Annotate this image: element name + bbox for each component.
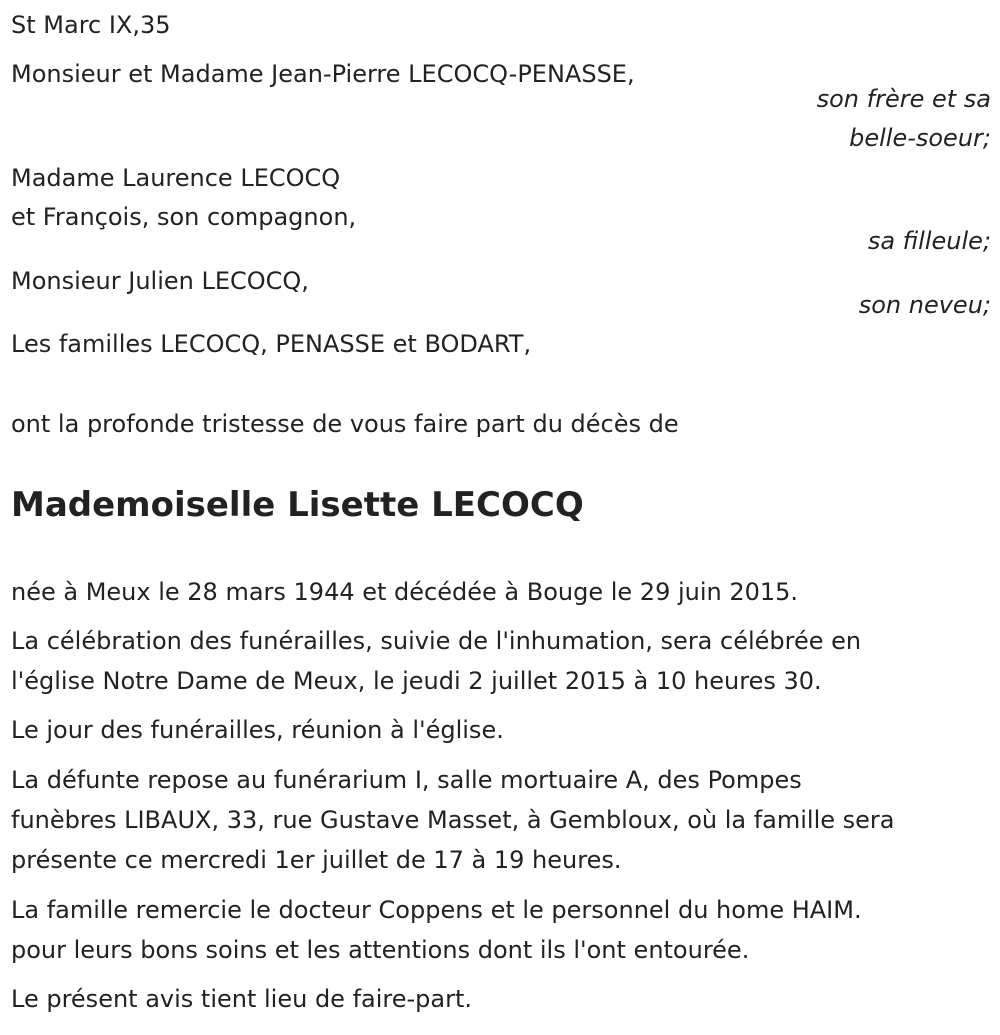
relation-1-line-1: son frère et sa [816,85,991,113]
bible-verse: St Marc IX,35 [11,11,171,39]
ceremony-line-1: La célébration des funérailles, suivie de l'inhumation, sera célébrée en [11,627,862,655]
thanks-line-2: pour leurs bons soins et les attentions dont ils l'ont entourée. [11,936,750,964]
relation-1-line-2: belle-soeur; [849,124,991,152]
announcement-text: ont la profonde tristesse de vous faire part du décès de [11,410,679,438]
visitation-line-1: La défunte repose au funérarium I, salle mortuaire A, des Pompes [11,766,802,794]
ceremony-line-2: l'église Notre Dame de Meux, le jeudi 2 juillet 2015 à 10 heures 30. [11,667,822,695]
birth-death-dates: née à Meux le 28 mars 1944 et décédée à Bouge le 29 juin 2015. [11,578,799,606]
visitation-line-2: funèbres LIBAUX, 33, rue Gustave Masset, à Gembloux, où la famille sera [11,806,895,834]
visitation-line-3: présente ce mercredi 1er juillet de 17 à 19 heures. [11,846,622,874]
deceased-name: Mademoiselle Lisette LECOCQ [11,485,584,525]
thanks-line-1: La famille remercie le docteur Coppens et le personnel du home HAIM. [11,896,862,924]
meeting-text: Le jour des funérailles, réunion à l'église. [11,716,504,744]
family-member-2-line-1: Madame Laurence LECOCQ [11,164,341,192]
family-member-4: Les familles LECOCQ, PENASSE et BODART, [11,330,532,358]
family-member-1: Monsieur et Madame Jean-Pierre LECOCQ-PENASSE, [11,60,635,88]
family-member-2-line-2: et François, son compagnon, [11,203,357,231]
relation-3: son neveu; [858,291,991,319]
family-member-3: Monsieur Julien LECOCQ, [11,267,309,295]
relation-2: sa filleule; [867,227,991,255]
notice-text: Le présent avis tient lieu de faire-part. [11,985,473,1013]
